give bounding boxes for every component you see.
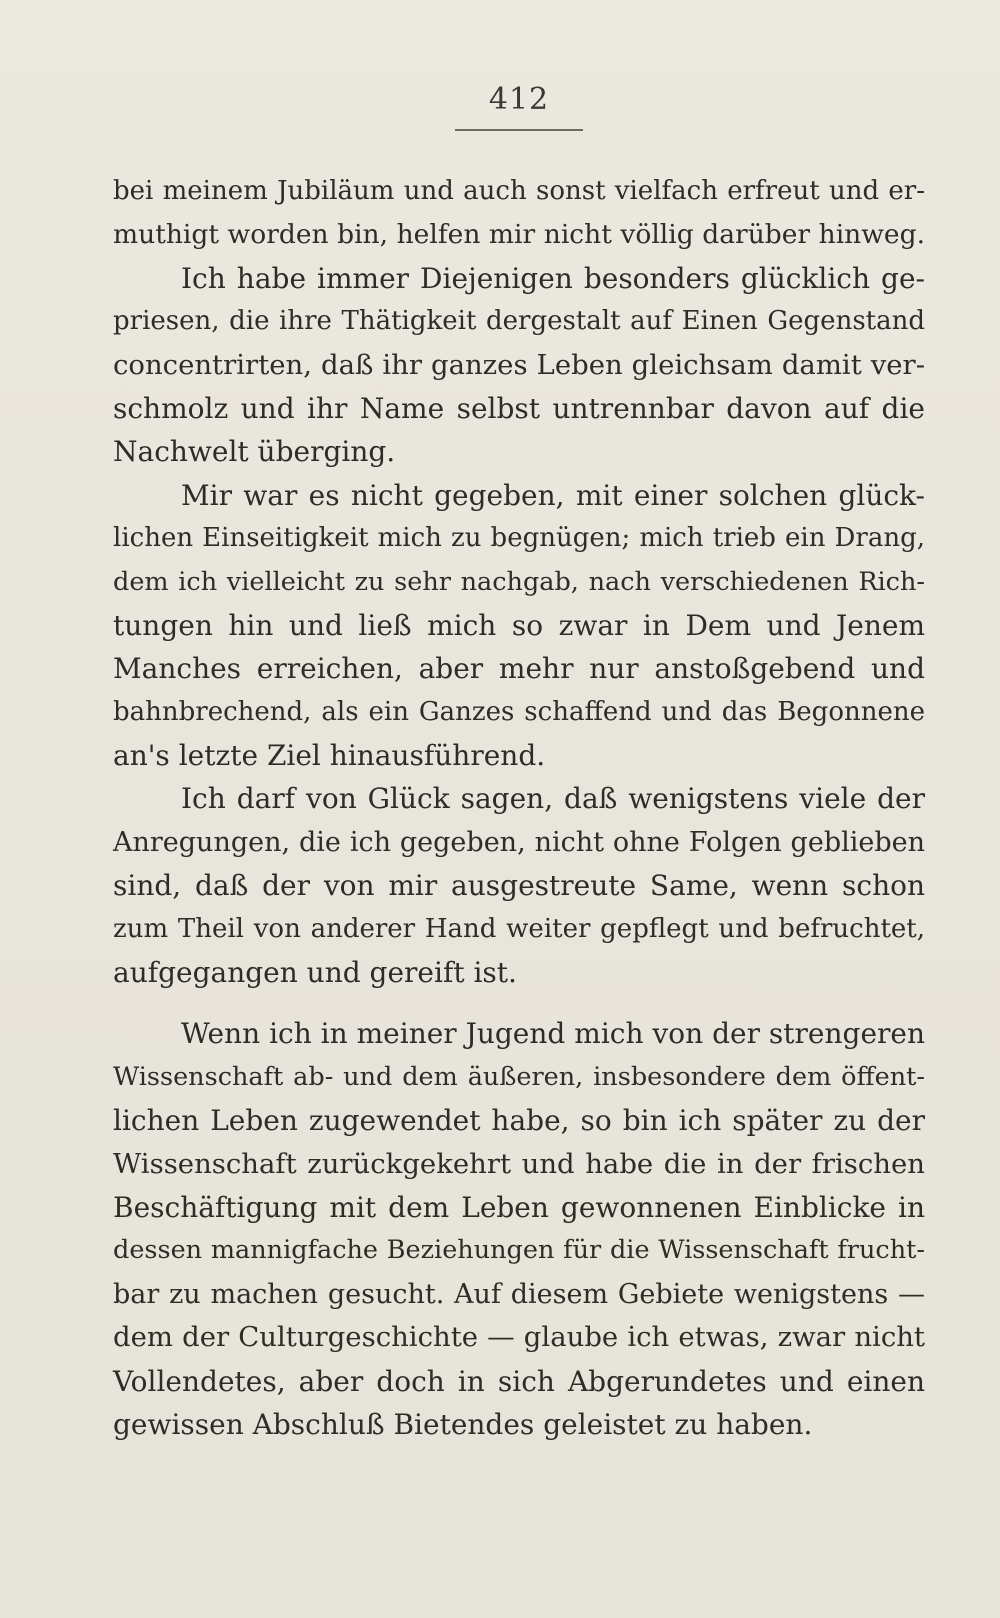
text-line: an's letzte Ziel hinausführend. (113, 739, 546, 773)
text-line: dem der Culturgeschichte — glaube ich etwas, zwar nicht (113, 1321, 925, 1354)
text-line: sind, daß der von mir ausgestreute Same, wenn schon (113, 869, 925, 903)
paragraph-gap (113, 994, 925, 1012)
page-body (113, 170, 925, 1446)
text-line: lichen Leben zugewendet habe, so bin ich später zu der (113, 1104, 925, 1138)
text-line: Anregungen, die ich gegeben, nicht ohne Folgen geblieben (113, 826, 925, 858)
text-line: Vollendetes, aber doch in sich Abgerundetes und einen (113, 1364, 925, 1398)
text-line: dem ich vielleicht zu sehr nachgab, nach verschiedenen Rich- (113, 566, 925, 597)
text-line: muthigt worden bin, helfen mir nicht völlig darüber hinweg. (113, 219, 925, 251)
text-line: Manches erreichen, aber mehr nur anstoßgebend und (113, 652, 925, 686)
text-line: Beschäftigung mit dem Leben gewonnenen Einblicke in (113, 1190, 925, 1224)
text-line: lichen Einseitigkeit mich zu begnügen; mich trieb ein Drang, (113, 523, 925, 554)
text-line: priesen, die ihre Thätigkeit dergestalt auf Einen Gegenstand (113, 306, 925, 337)
text-line: bar zu machen gesucht. Auf diesem Gebiete wenigstens — (113, 1278, 925, 1310)
page-number: 412 (488, 82, 550, 117)
text-line: Wenn ich in meiner Jugend mich von der strengeren (181, 1017, 925, 1051)
text-line: Ich habe immer Diejenigen besonders glücklich ge- (181, 261, 925, 295)
text-line: bahnbrechend, als ein Ganzes schaffend und das Begonnene (113, 696, 925, 727)
paragraph (113, 777, 925, 994)
text-line: aufgegangen und gereift ist. (113, 956, 517, 990)
text-line: bei meinem Jubiläum und auch sonst vielfach erfreut und er- (113, 176, 925, 206)
paragraph (113, 474, 925, 778)
text-line: tungen hin und ließ mich so zwar in Dem und Jenem (113, 608, 925, 642)
text-line: dessen mannigfache Beziehungen für die Wissenschaft frucht- (113, 1235, 925, 1266)
header-rule (455, 129, 583, 131)
text-line: concentrirten, daß ihr ganzes Leben gleichsam damit ver- (113, 348, 925, 381)
text-line: schmolz und ihr Name selbst untrennbar davon auf die (113, 391, 925, 425)
text-line: Mir war es nicht gegeben, mit einer solchen glück- (181, 478, 925, 512)
paragraph (113, 257, 925, 474)
text-line: gewissen Abschluß Bietendes geleistet zu haben. (113, 1407, 813, 1441)
text-line: Nachwelt überging. (113, 435, 396, 469)
paragraph (113, 1012, 925, 1446)
text-line: Wissenschaft zurückgekehrt und habe die in der frischen (113, 1147, 925, 1180)
text-line: zum Theil von anderer Hand weiter gepflegt und befruchtet, (113, 913, 925, 944)
paragraph (113, 170, 925, 257)
text-line: Ich darf von Glück sagen, daß wenigstens viele der (181, 782, 925, 816)
text-line: Wissenschaft ab- und dem äußeren, insbesondere dem öffent- (113, 1061, 925, 1092)
